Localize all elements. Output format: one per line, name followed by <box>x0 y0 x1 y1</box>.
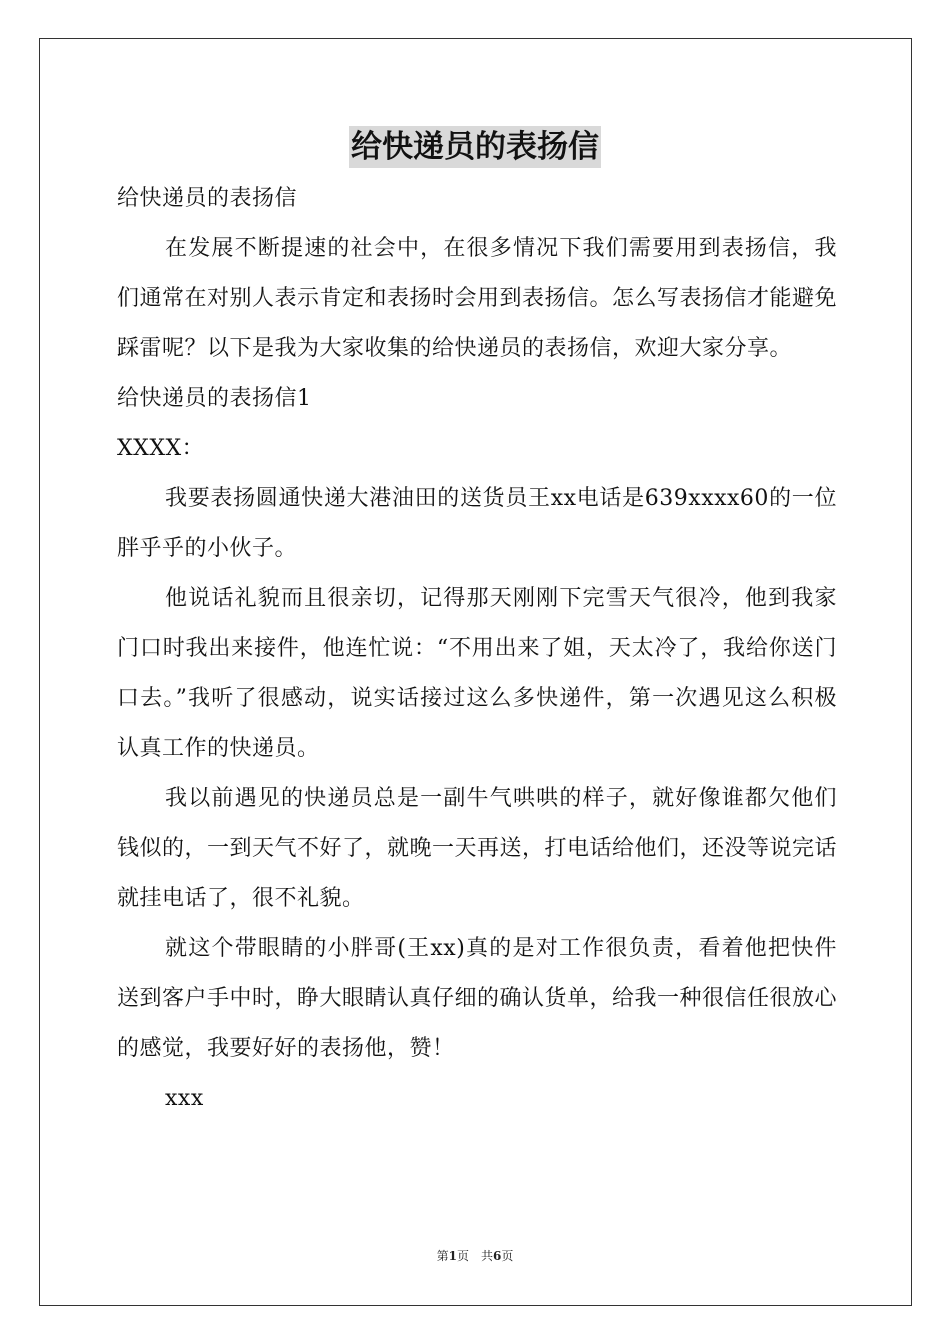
document-title: 给快递员的表扬信 <box>349 126 601 168</box>
page-prefix: 第 <box>436 1249 449 1263</box>
paragraph-3: 给快递员的表扬信1 <box>117 386 312 411</box>
paragraph-1: 给快递员的表扬信 <box>117 186 298 211</box>
page-footer <box>0 1247 950 1265</box>
current-page-number: 1 <box>448 1249 457 1263</box>
paragraph-7: 我以前遇见的快递员总是一副牛气哄哄的样子，就好像谁都欠他们钱似的，一到天气不好了，就晚一天再送，打电话给他们，还没等说完话就挂电话了，很不礼貌。 <box>117 786 838 911</box>
paragraph-4: XXXX： <box>117 436 205 461</box>
paragraph-8: 就这个带眼睛的小胖哥(王xx)真的是对工作很负责，看着他把快件送到客户手中时，睁大眼睛认真仔细的确认货单，给我一种很信任很放心的感觉，我要好好的表扬他，赞！ <box>117 936 838 1061</box>
total-pages-number: 6 <box>493 1249 502 1263</box>
document-body <box>117 174 837 1124</box>
title-container <box>0 126 950 168</box>
page-suffix: 页 <box>456 1249 469 1263</box>
paragraph-2: 在发展不断提速的社会中，在很多情况下我们需要用到表扬信，我们通常在对别人表示肯定和表扬时会用到表扬信。怎么写表扬信才能避免踩雷呢？以下是我为大家收集的给快递员的表扬信，欢迎大家分享。 <box>117 236 838 361</box>
total-prefix: 共 <box>481 1249 494 1263</box>
paragraph-6: 他说话礼貌而且很亲切，记得那天刚刚下完雪天气很冷，他到我家门口时我出来接件，他连忙说：“不用出来了姐，天太冷了，我给你送门口去。”我听了很感动，说实话接过这么多快递件，第一次遇见这么积极认真工作的快递员。 <box>117 586 837 761</box>
paragraph-9: xxx <box>165 1086 204 1111</box>
total-suffix: 页 <box>501 1249 514 1263</box>
paragraph-5: 我要表扬圆通快递大港油田的送货员王xx电话是639xxxx60的一位胖乎乎的小伙子。 <box>117 486 837 561</box>
